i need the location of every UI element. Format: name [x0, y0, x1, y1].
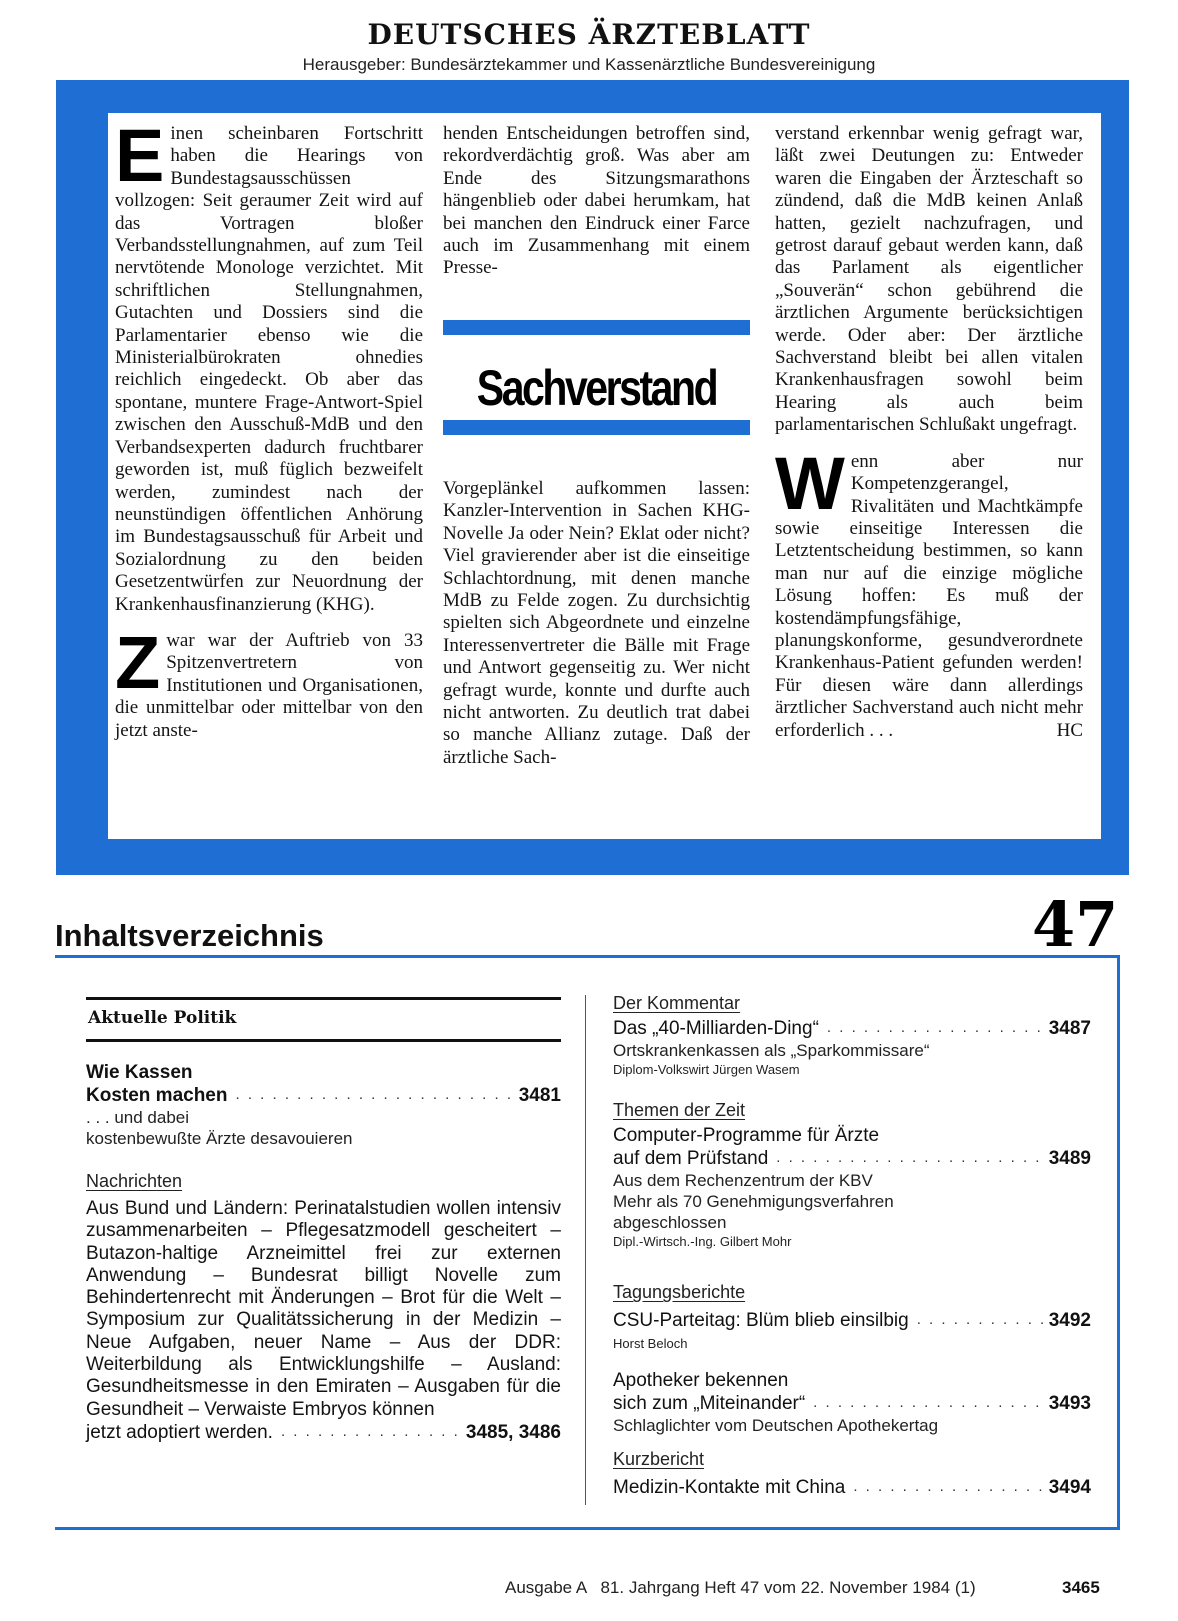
entry-subtitle: . . . und dabei — [86, 1108, 190, 1127]
editorial-paragraph: Zwar war der Auftrieb von 33 Spitzenvertretern von Institutionen und Organisationen, die unmittelbar oder mittelbar von den jetzt anste- — [115, 620, 423, 741]
editorial-paragraph: Einen scheinbaren Fortschritt haben die Hearings von Bundestagsausschüssen vollzogen: Seit geraumer Zeit wird auf das Vortragen bloßer Verbandsstellungnahmen, auf zum Teil nervtötende Monologe verzichtet. Mit schriftlichen Stellungnahmen, Gutachten und Dossiers sind die Parlamentarier ebenso wie die Ministerialbürokraten ohnedies reichlich eingedeckt. Ob aber das spontane, muntere Frage-Antwort-Spiel zwischen den Ausschuß-MdB und den Verbandsexperten dadurch fruchtbarer geworden ist, muß füglich bezweifelt werden, zumindest nach der neunstündigen öffentlichen Anhörung im Bundestagsausschuß für Arbeit und Sozialordnung zu den beiden Gesetzentwürfen zur Neuordnung der Krankenhausfinanzierung (KHG). — [115, 114, 423, 615]
entry-title: Apotheker bekennen — [613, 1370, 789, 1391]
dot-leader — [281, 1423, 460, 1440]
toc-entry-apotheker[interactable] — [613, 1369, 1091, 1436]
editorial-column-middle-bottom — [443, 478, 750, 769]
masthead-publisher: Herausgeber: Bundesärztekammer und Kassenärztliche Bundesvereinigung — [302, 55, 876, 74]
toc-entry-tagung-csu[interactable] — [613, 1282, 1091, 1353]
page-number: 3493 — [1048, 1393, 1091, 1414]
entry-author: Dipl.-Wirtsch.-Ing. Gilbert Mohr — [613, 1234, 792, 1249]
entry-text: jetzt adoptiert werden. — [86, 1421, 273, 1443]
section-label-kommentar: Der Kommentar — [613, 993, 741, 1013]
entry-title: CSU-Parteitag: Blüm blieb einsilbig — [613, 1310, 909, 1331]
page-number: 3492 — [1048, 1310, 1091, 1331]
drop-cap: Z — [115, 620, 161, 704]
editorial-paragraph: henden Entscheidungen betroffen sind, rekordverdächtig groß. Was aber am Ende des Sitzungsmarathons hängenblieb oder dabei herumkam, hat bei manchen den Eindruck einer Farce auch im Zusammenhang mit einem Presse- — [443, 123, 750, 279]
toc-entry-themen[interactable] — [613, 1100, 1091, 1251]
entry-subtitle: Ortskrankenkassen als „Sparkommissare“ — [613, 1041, 930, 1060]
toc-entry-kurzbericht[interactable] — [613, 1449, 1091, 1499]
section-label-tagungsberichte: Tagungsberichte — [613, 1282, 746, 1302]
section-label-themen: Themen der Zeit — [613, 1100, 746, 1120]
entry-title: Das „40-Milliarden-Ding“ — [613, 1018, 819, 1039]
editorial-headline: Sachverstand — [476, 360, 717, 416]
entry-title: auf dem Prüfstand — [613, 1148, 769, 1169]
toc-entry-nachrichten[interactable] — [86, 1171, 561, 1444]
entry-line — [613, 1147, 1091, 1170]
page-number: 3489 — [1048, 1148, 1091, 1169]
section-label-kurzbericht: Kurzbericht — [613, 1449, 705, 1469]
editorial-paragraph: Wenn aber nur Kompetenzgerangel, Rivalitäten und Machtkämpfe sowie einseitige Interessen die Letztentscheidung bestimmen, so kann man nur auf die einzige mögliche Lösung hoffen: Es muß der kostendämpfungsfähige, planungskonforme, gesundverordnete Krankenhaus-Patient gefunden werden! Für diesen wäre dann allerdings ärztlicher Sachverstand auch nicht mehr erforderlich . . . HC — [775, 441, 1083, 741]
headline-bar-bottom — [443, 420, 750, 435]
page-number: 3481 — [518, 1085, 561, 1106]
page-number: 3485, 3486 — [465, 1421, 561, 1443]
entry-author: Horst Beloch — [613, 1336, 688, 1351]
drop-cap: E — [115, 114, 165, 197]
entry-title: Computer-Programme für Ärzte — [613, 1125, 880, 1146]
toc-entry-kommentar[interactable] — [613, 993, 1091, 1079]
footer-page-number: 3465 — [1062, 1578, 1100, 1597]
toc-entry-wie-kassen[interactable] — [86, 1061, 561, 1149]
page-number: 3487 — [1048, 1018, 1091, 1039]
entry-subtitle: kostenbewußte Ärzte desavouieren — [86, 1129, 353, 1148]
headline-bar-top — [443, 320, 750, 335]
editorial-paragraph: verstand erkennbar wenig gefragt war, läßt zwei Deutungen zu: Entweder waren die Eingaben der Ärzteschaft so zündend, daß die MdB keinen Anlaß hatten, gezielt nachzufragen, und getrost darauf gebaut werden kann, daß das Parlament als eigentlicher „Souverän“ schon gebührend die ärztlichen Argumente berücksichtigen werde. Oder aber: Der ärztliche Sachverstand bleibt bei allen vitalen Krankenhausfragen sowohl beim Hearing als auch beim parlamentarischen Schlußakt ungefragt. — [775, 123, 1083, 436]
entry-line — [613, 1392, 1091, 1415]
masthead-title: DEUTSCHES ÄRZTEBLATT — [367, 18, 811, 51]
section-label-nachrichten: Nachrichten — [86, 1171, 183, 1191]
entry-subtitle: abgeschlossen — [613, 1213, 727, 1232]
dot-leader — [917, 1311, 1043, 1328]
dot-leader — [235, 1086, 512, 1103]
toc-column-divider — [585, 995, 586, 1505]
dot-leader — [827, 1019, 1043, 1036]
entry-line — [86, 1421, 561, 1444]
editorial-column-middle-top — [443, 123, 750, 280]
entry-subtitle: Aus dem Rechenzentrum der KBV — [613, 1171, 873, 1190]
section-rule — [86, 1039, 561, 1042]
entry-line — [613, 1476, 1091, 1499]
nachrichten-text: Aus Bund und Ländern: Perinatalstudien wollen intensiv zusammenarbeiten – Pflegesatzmodell gescheitert – Butazon-haltige Arzneimittel frei zur externen Anwendung – Bundesrat billigt Novelle zum Behindertenrecht mit Änderungen – Brot für die Welt – Symposium zur Qualitätssicherung in der Medizin – Neue Aufgaben, neuer Name – Aus der DDR: Weiterbildung als Entwicklungshilfe – Ausland: Gesundheitsmesse in den Emiraten – Ausgaben für die Gesundheit – Verwaiste Embryos können — [86, 1198, 561, 1420]
author-initials: HC — [1056, 719, 1083, 741]
entry-line — [613, 1309, 1091, 1332]
entry-line — [86, 1084, 561, 1107]
drop-cap: W — [775, 441, 845, 525]
entry-subtitle: Mehr als 70 Genehmigungsverfahren — [613, 1192, 894, 1211]
page-number: 3494 — [1048, 1477, 1091, 1498]
toc-title: Inhaltsverzeichnis — [55, 918, 324, 953]
dot-leader — [853, 1478, 1042, 1495]
entry-subtitle: Schlaglichter vom Deutschen Apothekertag — [613, 1416, 939, 1435]
entry-title: Medizin-Kontakte mit China — [613, 1477, 846, 1498]
entry-title: Kosten machen — [86, 1085, 228, 1106]
editorial-column-left — [115, 114, 423, 742]
issue-number: 47 — [1032, 888, 1119, 961]
entry-author: Diplom-Volkswirt Jürgen Wasem — [613, 1062, 800, 1077]
section-heading-aktuelle-politik: Aktuelle Politik — [88, 1008, 237, 1028]
entry-title: sich zum „Miteinander“ — [613, 1393, 806, 1414]
dot-leader — [776, 1149, 1042, 1166]
footer-edition-line: Ausgabe A 81. Jahrgang Heft 47 vom 22. November 1984 (1) — [505, 1578, 976, 1597]
dot-leader — [813, 1394, 1043, 1411]
editorial-column-right — [775, 123, 1083, 742]
section-rule — [86, 997, 561, 1000]
entry-line — [613, 1017, 1091, 1040]
entry-title: Wie Kassen — [86, 1062, 193, 1083]
editorial-paragraph: Vorgeplänkel aufkommen lassen: Kanzler-Intervention in Sachen KHG-Novelle Ja oder Nein? Eklat oder nicht? Viel gravierender aber ist die einseitige Schlachtordnung, mit denen manche MdB zu Felde zogen. Zu durchsichtig spielten sich Abgeordnete und einzelne Interessenvertreter die Bälle mit Frage und Antwort gegenseitig zu. Wer nicht gefragt wurde, konnte und durfte auch nicht antworten. Zu deutlich trat dabei so manche Allianz zutage. Daß der ärztliche Sach- — [443, 478, 750, 768]
